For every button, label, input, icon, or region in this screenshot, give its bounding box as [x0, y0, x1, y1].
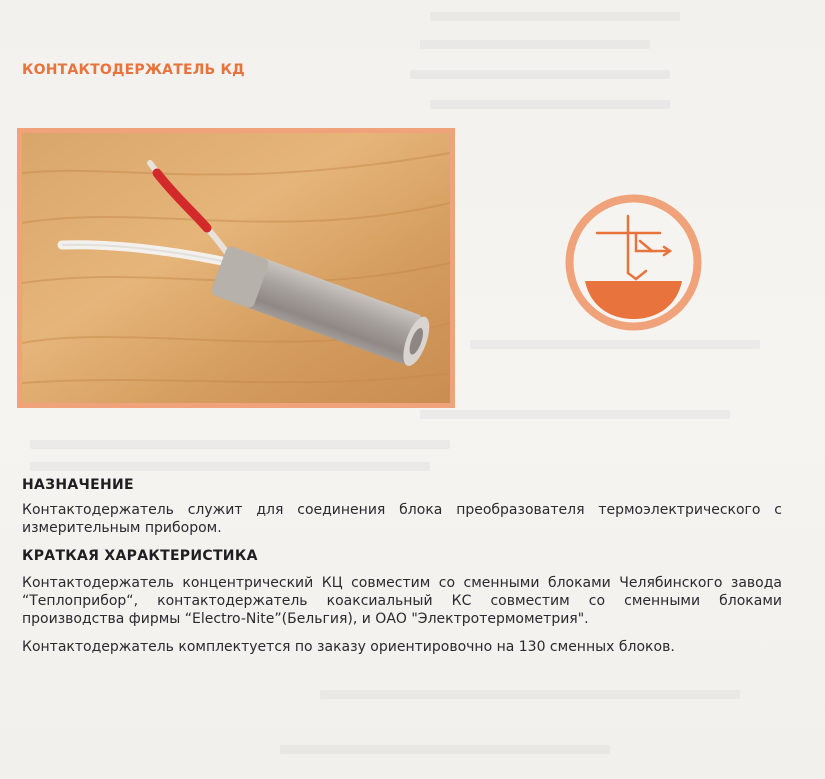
summary-paragraph-1: Контактодержатель концентрический КЦ совместим со сменными блоками Челябинского завода “Теплоприбор“, контактодержатель коаксиальный КС совместим со сменными блоками производства фирмы “Electro-Nite”(Бельгия), и ОАО "Электротермометрия".: [22, 575, 782, 627]
purpose-text: Контактодержатель служит для соединения блока преобразователя термоэлектрического с измерительным прибором.: [22, 502, 782, 536]
summary-paragraph-2: Контактодержатель комплектуется по заказу ориентировочно на 130 сменных блоков.: [22, 639, 675, 655]
page-title: КОНТАКТОДЕРЖАТЕЛЬ КД: [22, 62, 245, 78]
contact-holder-photo: [22, 133, 450, 403]
thermocouple-ladle-icon: [562, 191, 705, 334]
purpose-heading: НАЗНАЧЕНИЕ: [22, 477, 134, 493]
photo-frame: [17, 128, 455, 408]
summary-heading: КРАТКАЯ ХАРАКТЕРИСТИКА: [22, 548, 258, 564]
